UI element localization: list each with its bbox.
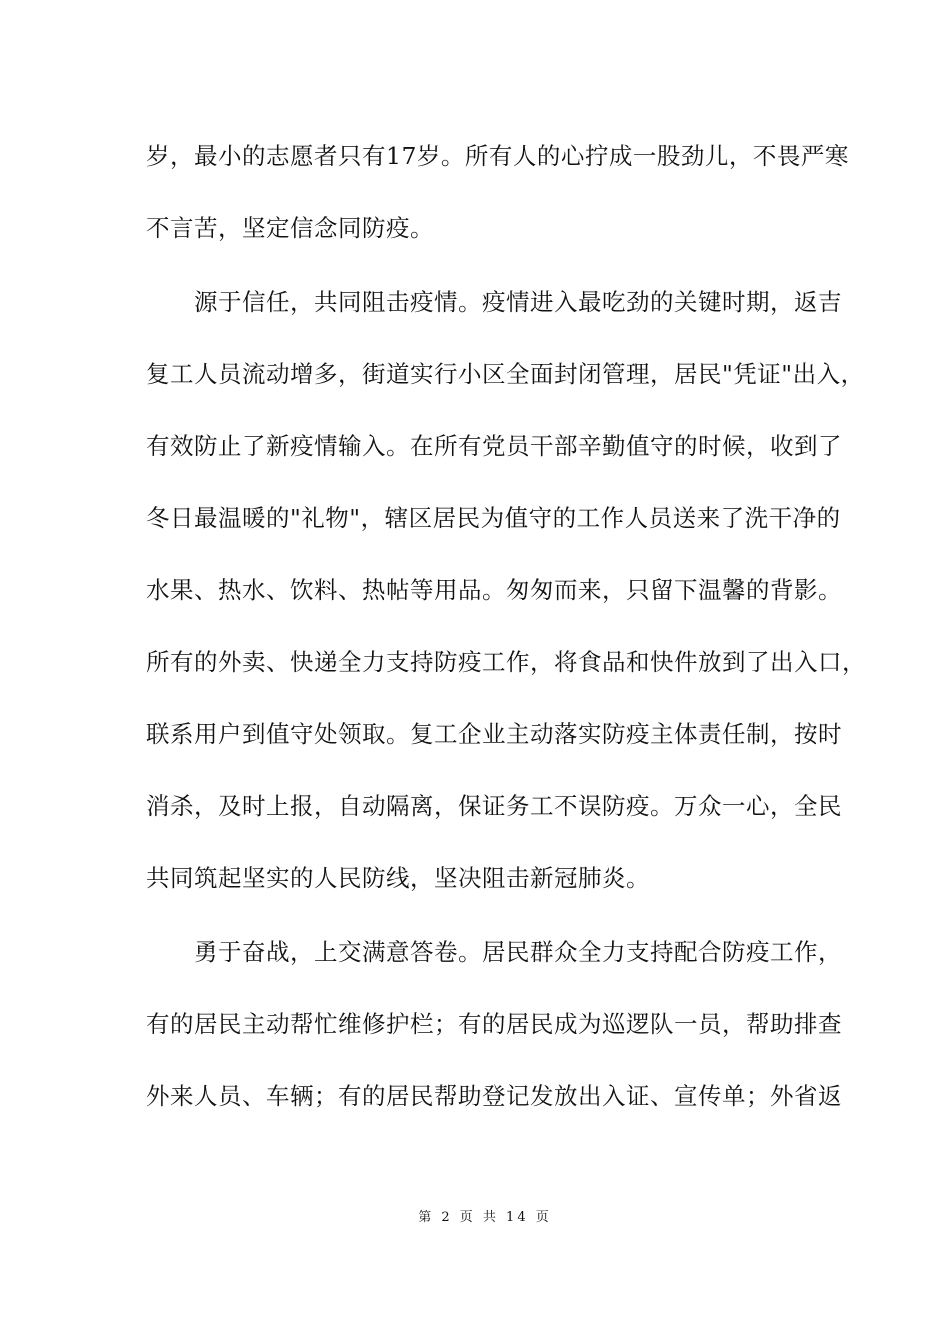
text-line: 有效防止了新疫情输入。在所有党员干部辛勤值守的时候，收到了 xyxy=(146,432,842,460)
text-line: 复工人员流动增多，街道实行小区全面封闭管理，居民"凭证"出入， xyxy=(146,360,865,388)
text-line: 外来人员、车辆；有的居民帮助登记发放出入证、宣传单；外省返 xyxy=(146,1082,842,1110)
text-line: 联系用户到值守处领取。复工企业主动落实防疫主体责任制，按时 xyxy=(146,720,842,748)
text-line: 水果、热水、饮料、热帖等用品。匆匆而来，只留下温馨的背影。 xyxy=(146,576,842,604)
text-line: 消杀，及时上报，自动隔离，保证务工不误防疫。万众一心，全民 xyxy=(146,792,842,820)
paragraph-start-line: 源于信任，共同阻击疫情。疫情进入最吃劲的关键时期，返吉 xyxy=(146,288,842,316)
text-line: 冬日最温暖的"礼物"，辖区居民为值守的工作人员送来了洗干净的 xyxy=(146,504,841,532)
paragraph-start-line: 勇于奋战，上交满意答卷。居民群众全力支持配合防疫工作， xyxy=(146,938,842,966)
page-number-footer: 第 2 页 共 14 页 xyxy=(418,1210,552,1225)
text-line: 岁，最小的志愿者只有17岁。所有人的心拧成一股劲儿，不畏严寒 xyxy=(146,142,849,170)
text-line: 不言苦，坚定信念同防疫。 xyxy=(146,214,434,242)
text-line: 所有的外卖、快递全力支持防疫工作，将食品和快件放到了出入口， xyxy=(146,648,866,676)
text-line: 有的居民主动帮忙维修护栏；有的居民成为巡逻队一员，帮助排查 xyxy=(146,1010,842,1038)
text-line: 共同筑起坚实的人民防线，坚决阻击新冠肺炎。 xyxy=(146,864,650,892)
